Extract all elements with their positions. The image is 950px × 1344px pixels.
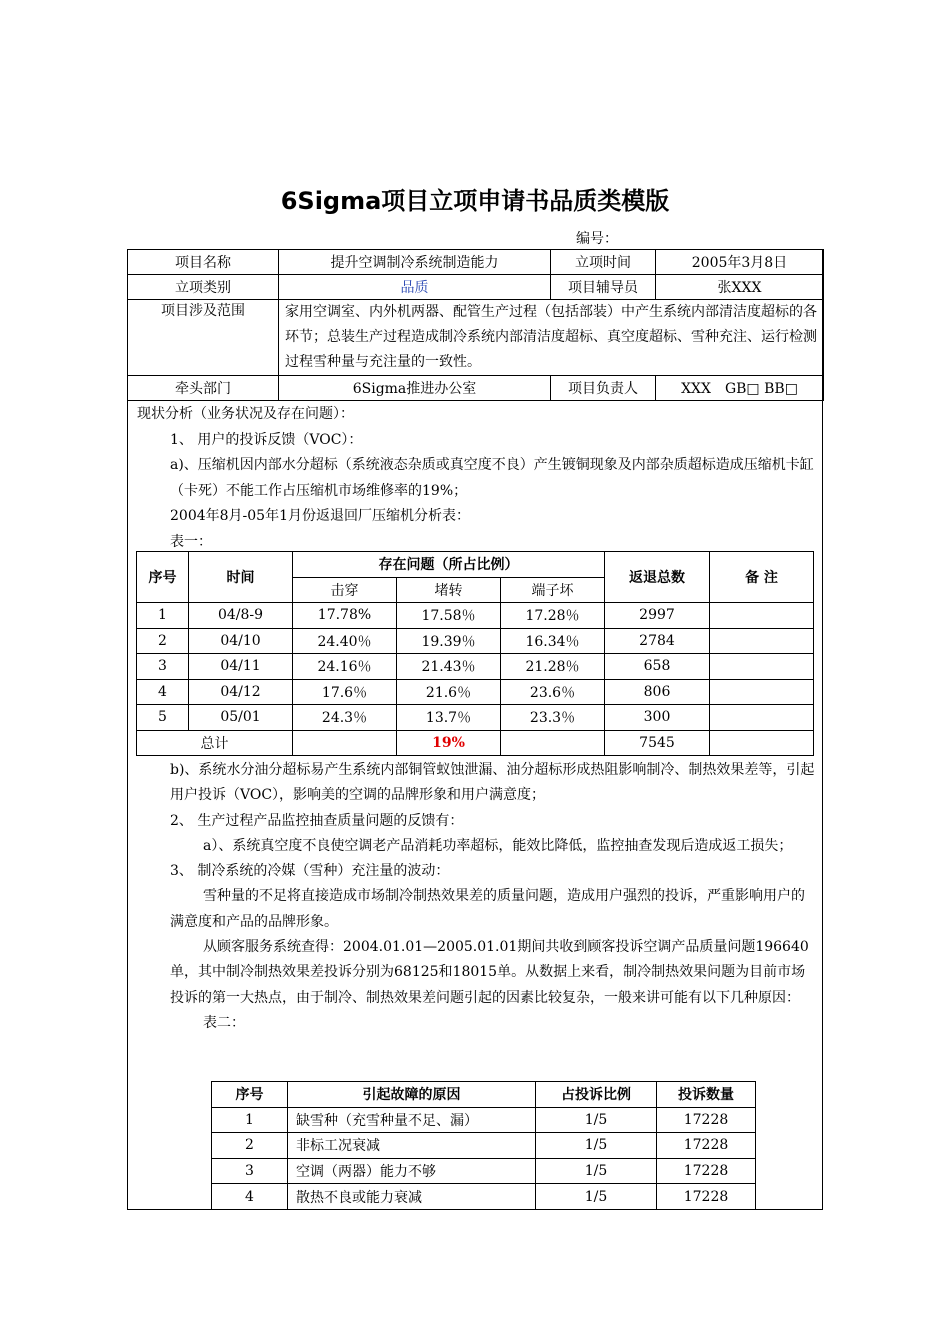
analysis-continued-section	[137, 758, 817, 1036]
t1-header-time: 时间	[189, 552, 293, 603]
table-row	[137, 705, 814, 731]
t1-cell: 3	[137, 654, 189, 680]
table1-intro: 2004年8月-05年1月份返退回厂压缩机分析表：	[170, 508, 470, 524]
t1-cell: 5	[137, 705, 189, 731]
t2-header-count: 投诉数量	[657, 1082, 756, 1108]
t1-cell: 05/01	[189, 705, 293, 731]
t1-cell: 24.40％	[293, 628, 397, 654]
t1-cell: 2784	[605, 628, 710, 654]
t2-cell: 散热不良或能力衰减	[288, 1184, 536, 1210]
t1-cell: 806	[605, 679, 710, 705]
t1-subheader: 击穿	[293, 577, 397, 603]
analysis-item-1: 1、 用户的投诉反馈（VOC）：	[170, 431, 363, 448]
table-row	[212, 1158, 756, 1184]
t1-cell: 17.58％	[397, 603, 501, 629]
t2-cell: 1/5	[536, 1107, 657, 1133]
document-title: 6Sigma项目立项申请书品质类模版	[280, 187, 670, 215]
t1-cell: 21.43％	[397, 654, 501, 680]
t1-cell: 1	[137, 603, 189, 629]
t2-cell: 缺雪种（充雪种量不足、漏）	[288, 1107, 536, 1133]
t2-cell: 3	[212, 1158, 288, 1184]
lead-dept-value: 6Sigma推进办公室	[279, 376, 551, 401]
t1-cell: 300	[605, 705, 710, 731]
analysis-heading: 现状分析（业务状况及存在问题）：	[137, 406, 354, 422]
status-analysis-section	[137, 402, 817, 555]
t1-sum-ratio: 19%	[397, 730, 501, 756]
t1-cell: 16.34％	[501, 628, 605, 654]
analysis-item-2a: a）、系统真空度不良使空调老产品消耗功率超标，能效比降低，监控抽查发现后造成返工损失；	[203, 837, 793, 854]
t1-cell	[710, 654, 814, 680]
t1-cell	[710, 705, 814, 731]
t2-cell: 4	[212, 1184, 288, 1210]
project-scope-value: 家用空调室、内外机两器、配管生产过程（包括部装）中产生系统内部清洁度超标的各环节；总装生产过程造成制冷系统内部清洁度超标、真空度超标、雪种充注、运行检测过程雪种量与充注量的一致性。	[279, 300, 824, 376]
t1-cell: 2997	[605, 603, 710, 629]
t2-header-cause: 引起故障的原因	[288, 1082, 536, 1108]
lead-dept-label: 牵头部门	[128, 376, 279, 401]
t2-cell: 2	[212, 1133, 288, 1159]
project-mentor-value: 张XXX	[656, 275, 824, 300]
analysis-paragraph-1: 雪种量的不足将直接造成市场制冷制热效果差的质量问题，造成用户强烈的投诉，严重影响用户的满意度和产品的品牌形象。	[170, 888, 805, 930]
t1-subheader: 端子坏	[501, 577, 605, 603]
t1-sum-label: 总计	[137, 730, 293, 756]
t2-cell: 空调（两器）能力不够	[288, 1158, 536, 1184]
t1-cell: 658	[605, 654, 710, 680]
t2-cell: 1/5	[536, 1184, 657, 1210]
t1-cell: 17.6％	[293, 679, 397, 705]
analysis-item-1b: b)、系统水分油分超标易产生系统内部铜管蚁蚀泄漏、油分超标形成热阻影响制冷、制热效果差等，引起用户投诉（VOC），影响美的空调的品牌形象和用户满意度；	[170, 762, 815, 804]
table-row	[137, 654, 814, 680]
t1-cell: 13.7％	[397, 705, 501, 731]
analysis-item-3: 3、 制冷系统的冷媒（雪种）充注量的波动：	[170, 863, 450, 880]
analysis-paragraph-2: 从顾客服务系统查得：2004.01.01—2005.01.01期间共收到顾客投诉空调产品质量问题196640单，其中制冷制热效果差投诉分别为68125和18015单。从数据上来看，制冷制热效果问题为目前市场投诉的第一大热点，由于制冷、制热效果差问题引起的因素比较复杂，一般来讲可能有以下几种原因：	[170, 939, 809, 1006]
project-name-label: 项目名称	[128, 250, 279, 275]
table-row	[212, 1184, 756, 1210]
compressor-return-table	[136, 551, 814, 756]
table-row	[137, 679, 814, 705]
analysis-item-2: 2、 生产过程产品监控抽查质量问题的反馈有：	[170, 812, 464, 829]
t1-cell	[710, 603, 814, 629]
t1-sum-total: 7545	[605, 730, 710, 756]
table-row	[212, 1133, 756, 1159]
t1-cell	[501, 730, 605, 756]
t1-cell	[710, 628, 814, 654]
t1-cell: 23.6％	[501, 679, 605, 705]
project-info-table	[127, 249, 824, 401]
t1-cell: 24.16％	[293, 654, 397, 680]
t1-cell: 23.3％	[501, 705, 605, 731]
table-row	[212, 1107, 756, 1133]
t1-header-return: 返退总数	[605, 552, 710, 603]
t1-cell: 4	[137, 679, 189, 705]
t2-cell: 1/5	[536, 1133, 657, 1159]
t1-subheader: 堵转	[397, 577, 501, 603]
project-time-label: 立项时间	[551, 250, 656, 275]
table-total-row	[137, 730, 814, 756]
t2-cell: 17228	[657, 1133, 756, 1159]
analysis-item-1a: a)、压缩机因内部水分超标（系统液态杂质或真空度不良）产生镀铜现象及内部杂质超标造成压缩机卡缸（卡死）不能工作占压缩机市场维修率的19%；	[170, 457, 814, 499]
t1-cell	[710, 679, 814, 705]
t1-cell	[293, 730, 397, 756]
t2-header-no: 序号	[212, 1082, 288, 1108]
project-owner-value: XXX GB□ BB□	[656, 376, 824, 401]
t2-cell: 17228	[657, 1158, 756, 1184]
t2-cell: 非标工况衰减	[288, 1133, 536, 1159]
t1-cell: 17.28％	[501, 603, 605, 629]
complaint-cause-table	[211, 1081, 756, 1209]
table-row	[137, 603, 814, 629]
t1-cell: 04/10	[189, 628, 293, 654]
table2-label: 表二：	[203, 1014, 245, 1031]
project-owner-label: 项目负责人	[551, 376, 656, 401]
t2-cell: 17228	[657, 1184, 756, 1210]
t1-header-problem: 存在问题（所占比例）	[293, 552, 605, 578]
t2-cell: 1	[212, 1107, 288, 1133]
t1-cell: 2	[137, 628, 189, 654]
t2-cell: 17228	[657, 1107, 756, 1133]
project-time-value: 2005年3月8日	[656, 250, 824, 275]
project-scope-label: 项目涉及范围	[128, 300, 279, 376]
t1-cell: 04/11	[189, 654, 293, 680]
t1-cell: 19.39％	[397, 628, 501, 654]
project-type-label: 立项类别	[128, 275, 279, 300]
t1-cell: 21.6％	[397, 679, 501, 705]
t1-cell: 04/12	[189, 679, 293, 705]
t1-cell: 21.28％	[501, 654, 605, 680]
t2-header-ratio: 占投诉比例	[536, 1082, 657, 1108]
t1-cell: 24.3％	[293, 705, 397, 731]
doc-number-label: 编号：	[576, 231, 618, 247]
project-type-value: 品质	[279, 275, 551, 300]
t1-header-no: 序号	[137, 552, 189, 603]
t1-cell: 17.78%	[293, 603, 397, 629]
table1-label: 表一：	[170, 533, 212, 550]
t1-cell: 04/8-9	[189, 603, 293, 629]
t1-cell	[710, 730, 814, 756]
t1-header-note: 备 注	[710, 552, 814, 603]
project-name-value: 提升空调制冷系统制造能力	[279, 250, 551, 275]
project-mentor-label: 项目辅导员	[551, 275, 656, 300]
table-row	[137, 628, 814, 654]
t2-cell: 1/5	[536, 1158, 657, 1184]
